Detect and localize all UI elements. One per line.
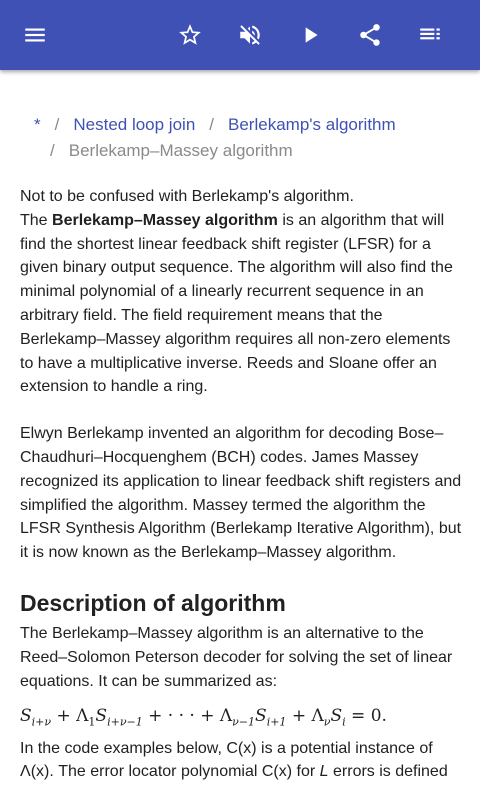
article-body xyxy=(20,185,468,784)
code-intro-text-end: errors is defined xyxy=(328,763,448,781)
breadcrumb xyxy=(34,112,464,164)
recurrence-formula: $S_{i+\nu} + \Lambda_1S_{i+\nu-1}$ + · · · + $\Lambda_{\nu-1}S_{i+1} + \Lambda_\nu S_i = 0$. xyxy=(20,706,387,729)
playlist-icon[interactable] xyxy=(412,17,448,53)
code-intro-variable: L xyxy=(319,763,329,781)
breadcrumb-root-link[interactable]: * xyxy=(34,115,41,134)
section-heading-description: Description of algorithm xyxy=(20,589,286,616)
star-outline-icon[interactable] xyxy=(172,17,208,53)
breadcrumb-link-nested-loop-join[interactable]: Nested loop join xyxy=(73,115,196,134)
intro-paragraph xyxy=(20,209,468,399)
breadcrumb-separator: / xyxy=(54,115,60,134)
hatnote: Not to be confused with Berlekamp's algorithm. xyxy=(20,188,354,205)
code-intro-paragraph xyxy=(20,737,468,785)
menu-icon[interactable] xyxy=(17,17,53,53)
breadcrumb-link-berlekamps-algorithm[interactable]: Berlekamp's algorithm xyxy=(228,115,396,134)
code-intro-text: In the code examples below, C(x) is a potential instance of Λ(x). The error locator polynomial C(x) for xyxy=(20,739,433,781)
history-paragraph: Elwyn Berlekamp invented an algorithm for decoding Bose–Chaudhuri–Hocquenghem (BCH) codes. James Massey recognized its application to linear feedback shift registers and simplified the algorithm. Massey termed the algorithm the LFSR Synthesis Algorithm (Berlekamp Iterative Algorithm), but it is now known as the Berlekamp–Massey algorithm. xyxy=(20,425,462,562)
share-icon[interactable] xyxy=(352,17,388,53)
breadcrumb-current: Berlekamp–Massey algorithm xyxy=(68,141,293,160)
volume-off-icon[interactable] xyxy=(232,17,268,53)
intro-text-pre: The xyxy=(20,211,53,229)
breadcrumb-separator: / xyxy=(209,115,215,134)
intro-text: is an algorithm that will find the shortest linear feedback shift register (LFSR) for a given binary output sequence. The algorithm will also find the minimal polynomial of a linearly recurrent sequence in an arbitrary field. The field requirement means that the Berlekamp–Massey algorithm requires all non-zero elements to have a multiplicative inverse. Reeds and Sloane offer an extension to handle a ring. xyxy=(20,211,453,396)
description-paragraph: The Berlekamp–Massey algorithm is an alternative to the Reed–Solomon Peterson decoder for solving the set of linear equations. It can be summarized as: xyxy=(20,624,453,690)
intro-term: Berlekamp–Massey algorithm xyxy=(52,211,278,229)
play-icon[interactable] xyxy=(292,17,328,53)
breadcrumb-separator: / xyxy=(50,141,55,160)
app-toolbar xyxy=(0,0,480,70)
